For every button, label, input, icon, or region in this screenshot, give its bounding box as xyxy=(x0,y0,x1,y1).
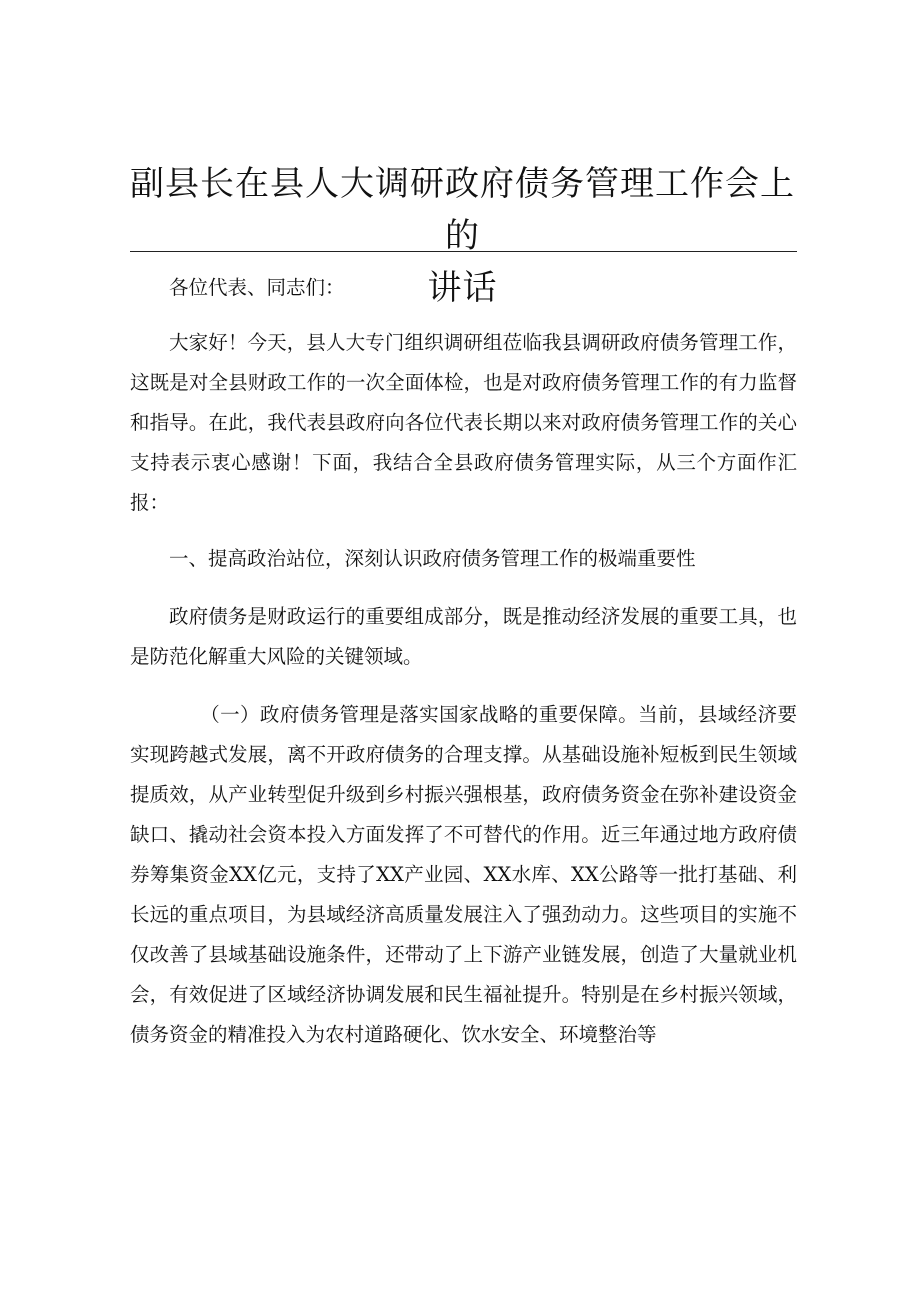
subsection-paragraph: （一）政府债务管理是落实国家战略的重要保障。当前，县域经济要实现跨越式发展，离不开政府债务的合理支撑。从基础设施补短板到民生领域提质效，从产业转型促升级到乡村振兴强根基，政府债务资金在弥补建设资金缺口、撬动社会资本投入方面发挥了不可替代的作用。近三年通过地方政府债券筹集资金XX亿元，支持了XX产业园、XX水库、XX公路等一批打基础、利长远的重点项目，为县域经济高质量发展注入了强劲动力。这些项目的实施不仅改善了县域基础设施条件，还带动了上下游产业链发展，创造了大量就业机会，有效促进了区域经济协调发展和民生福祉提升。特别是在乡村振兴领域，债务资金的精准投入为农村道路硬化、饮水安全、环境整治等 xyxy=(130,703,797,1046)
title-line-2: 讲话 xyxy=(427,268,498,308)
salutation: 各位代表、同志们： xyxy=(169,276,345,299)
section-intro-paragraph: 政府债务是财政运行的重要组成部分，既是推动经济发展的重要工具，也是防范化解重大风险的关键领域。 xyxy=(130,605,797,668)
section-heading: 一、提高政治站位，深刻认识政府债务管理工作的极端重要性 xyxy=(169,547,696,570)
title-line-1: 副县长在县人大调研政府债务管理工作会上的 xyxy=(130,164,795,256)
title-divider xyxy=(130,251,797,252)
opening-paragraph: 大家好！今天，县人大专门组织调研组莅临我县调研政府债务管理工作，这既是对全县财政工作的一次全面体检，也是对政府债务管理工作的有力监督和指导。在此，我代表县政府向各位代表长期以来对政府债务管理工作的关心支持表示衷心感谢！下面，我结合全县政府债务管理实际，从三个方面作汇报： xyxy=(130,331,797,514)
document-body xyxy=(130,268,797,1055)
